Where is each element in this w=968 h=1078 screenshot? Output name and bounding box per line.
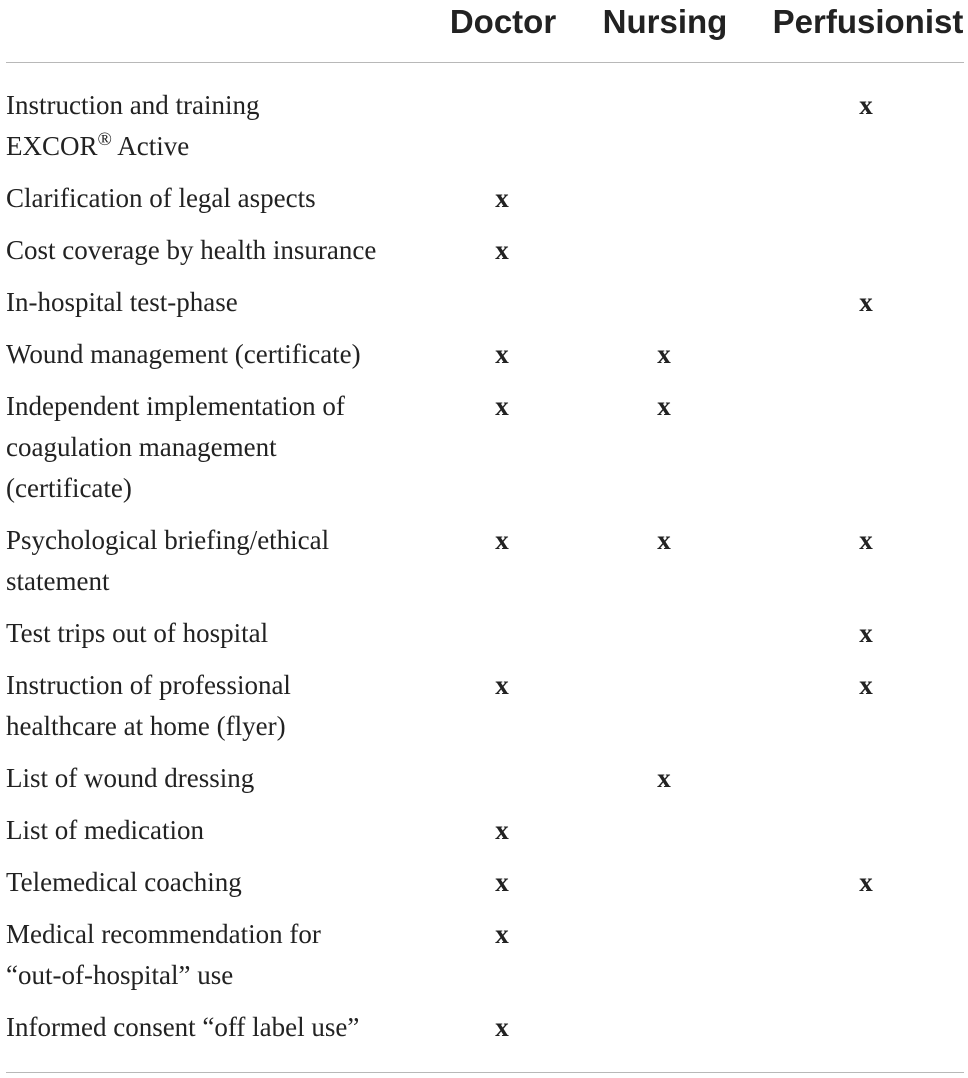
mark-perfusionist: x: [859, 618, 873, 648]
table-row: [6, 520, 964, 613]
row-label: [6, 1007, 426, 1048]
mark-nursing: x: [657, 525, 671, 555]
mark-doctor: x: [495, 183, 509, 213]
mark-nursing: x: [657, 391, 671, 421]
mark-doctor: x: [495, 670, 509, 700]
mark-perfusionist: x: [859, 670, 873, 700]
row-label: [6, 334, 426, 375]
row-label-line: coagulation management: [6, 432, 277, 462]
table-header: [6, 0, 964, 63]
row-label: [6, 282, 426, 323]
row-label-line: Informed consent “off label use”: [6, 1012, 360, 1042]
row-label-line: Independent implementation of: [6, 391, 345, 421]
mark-doctor: x: [495, 235, 509, 265]
row-label-line: In-hospital test-phase: [6, 287, 238, 317]
row-label: [6, 914, 426, 996]
row-label-line: Test trips out of hospital: [6, 618, 269, 648]
row-label: [6, 386, 426, 509]
mark-doctor: x: [495, 815, 509, 845]
mark-perfusionist: x: [859, 287, 873, 317]
row-label-line: Telemedical coaching: [6, 867, 242, 897]
row-label-line: Clarification of legal aspects: [6, 183, 316, 213]
mark-perfusionist: x: [859, 525, 873, 555]
table-row: [6, 85, 964, 178]
row-label-line: Instruction of professional: [6, 670, 291, 700]
row-label-line: List of medication: [6, 815, 204, 845]
mark-nursing: x: [657, 339, 671, 369]
row-label: [6, 810, 426, 851]
row-label: [6, 85, 426, 167]
column-header-perfusionist: Perfusionist: [772, 3, 964, 40]
responsibility-table: [6, 0, 964, 1059]
row-label-line: Wound management (certificate): [6, 339, 361, 369]
mark-doctor: x: [495, 339, 509, 369]
row-label-line: statement: [6, 566, 110, 596]
mark-perfusionist: x: [859, 90, 873, 120]
row-label: [6, 862, 426, 903]
registered-mark: ®: [97, 129, 112, 150]
table-row: [6, 862, 964, 914]
table-row: [6, 613, 964, 665]
row-label: [6, 520, 426, 602]
table-row: [6, 282, 964, 334]
row-label-line: healthcare at home (flyer): [6, 711, 286, 741]
row-label: [6, 613, 426, 654]
table-row: [6, 914, 964, 1007]
row-label: [6, 665, 426, 747]
mark-doctor: x: [495, 919, 509, 949]
table-row: [6, 810, 964, 862]
table-body: [6, 63, 964, 1059]
table-row: [6, 230, 964, 282]
row-label-line: EXCOR: [6, 131, 98, 161]
mark-perfusionist: x: [859, 867, 873, 897]
table-row: [6, 758, 964, 810]
row-label-line: Cost coverage by health insurance: [6, 235, 377, 265]
table-row: [6, 334, 964, 386]
mark-doctor: x: [495, 867, 509, 897]
row-label: [6, 178, 426, 219]
row-label-line: Medical recommendation for: [6, 919, 321, 949]
mark-doctor: x: [495, 1012, 509, 1042]
column-header-doctor: Doctor: [449, 3, 557, 40]
row-label-line: (certificate): [6, 473, 132, 503]
row-label-line: Instruction and training: [6, 90, 260, 120]
mark-doctor: x: [495, 525, 509, 555]
mark-nursing: x: [657, 763, 671, 793]
row-label: [6, 230, 426, 271]
row-label-line: List of wound dressing: [6, 763, 255, 793]
row-label: [6, 758, 426, 799]
row-label-tail: Active: [111, 131, 190, 161]
table-row: [6, 665, 964, 758]
table-bottom-rule: [6, 1072, 964, 1073]
table-row: [6, 1007, 964, 1059]
mark-doctor: x: [495, 391, 509, 421]
row-label-line: “out-of-hospital” use: [6, 960, 234, 990]
column-header-nursing: Nursing: [602, 3, 728, 40]
table-row: [6, 178, 964, 230]
row-label-line: Psychological briefing/ethical: [6, 525, 330, 555]
table-row: [6, 386, 964, 520]
